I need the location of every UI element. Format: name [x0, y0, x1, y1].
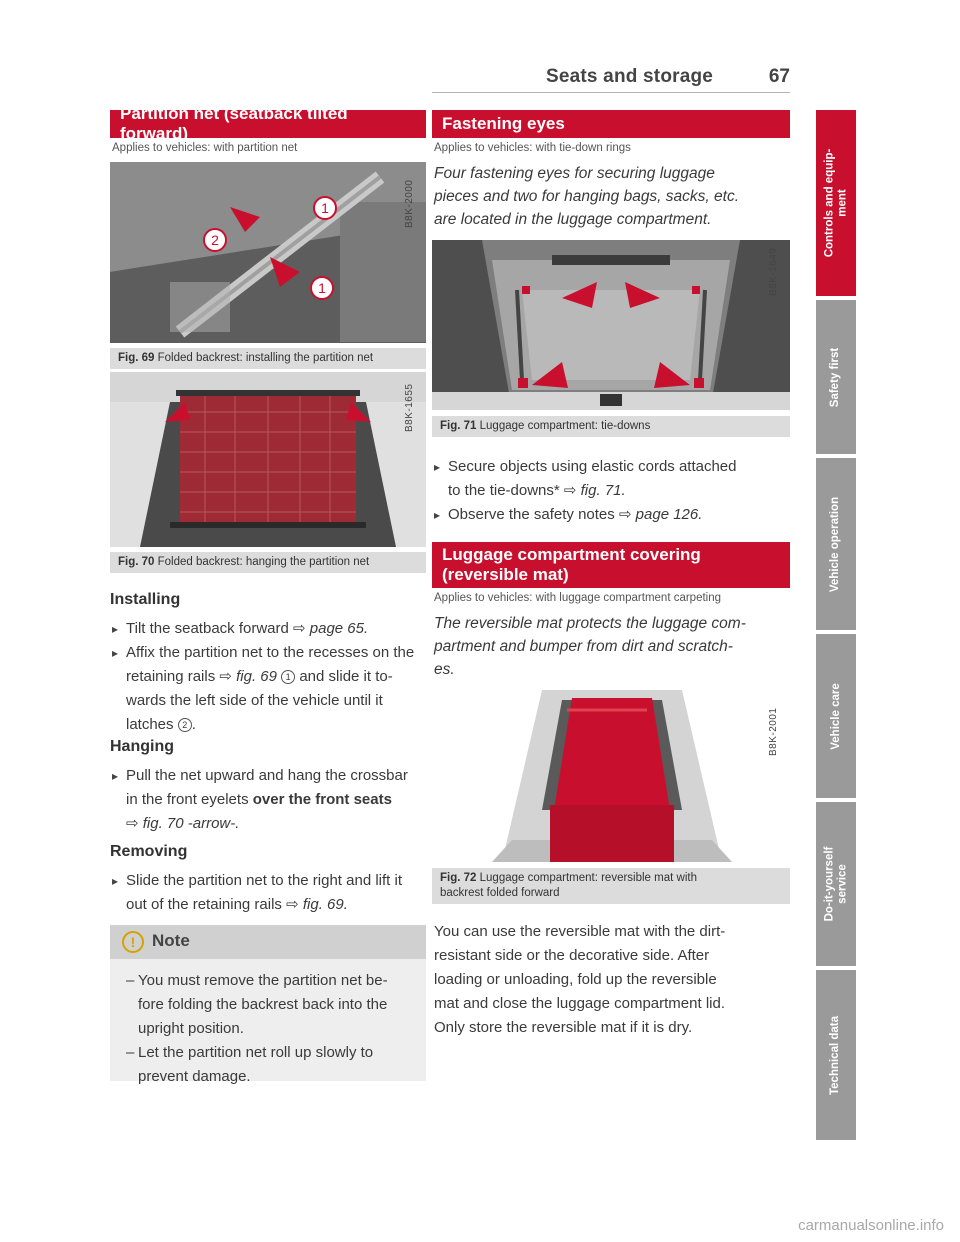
note-box — [110, 925, 426, 1085]
figure-71-image — [432, 240, 790, 410]
figure-71-code: B8K-1649 — [768, 247, 779, 296]
page-header — [546, 66, 790, 94]
bullet-slide-net: ▸ Slide the partition net to the right and lift it out of the retaining rails ⇨ fig. 69. — [112, 869, 428, 917]
svg-text:1: 1 — [321, 200, 329, 216]
tab-safety-first[interactable]: Safety first — [816, 300, 856, 454]
section-title-luggage-covering: Luggage compartment covering (reversible mat) — [432, 542, 790, 588]
link-fig-69-removing[interactable]: ⇨ fig. 69. — [286, 896, 348, 913]
note-title: Note — [152, 931, 190, 950]
svg-text:2: 2 — [211, 232, 219, 248]
link-fig-70[interactable]: ⇨ fig. 70 -arrow-. — [126, 815, 240, 832]
tab-vehicle-operation[interactable]: Vehicle operation — [816, 458, 856, 630]
paragraph-reversible-mat: You can use the reversible mat with the dirt- resistant side or the decorative side. After loading or unloading, fold up the reversible mat and close the luggage compartment lid. Only store the reversible mat if it is dry. — [434, 923, 726, 1036]
figure-70-code: B8K-1655 — [404, 383, 415, 432]
note-item-remove-net: – You must remove the partition net be- fore folding the backrest back into the upright position. — [126, 969, 416, 1041]
figure-72-image — [432, 690, 790, 862]
section-title-partition-net: Partition net (seatback tilted forward) — [110, 110, 426, 138]
tab-controls-and-equipment[interactable]: Controls and equip- ment — [816, 110, 856, 296]
intro-fastening-eyes: Four fastening eyes for securing luggage pieces and two for hanging bags, sacks, etc. are located in the luggage compartment. — [434, 165, 740, 228]
applies-luggage-covering: Applies to vehicles: with luggage compartment carpeting — [434, 592, 722, 604]
page-header-title: Seats and storage — [546, 66, 714, 87]
figure-72-code: B8K-2001 — [768, 707, 779, 756]
figure-70-image — [110, 372, 426, 547]
note-item-roll-up: – Let the partition net roll up slowly to prevent damage. — [126, 1041, 416, 1089]
heading-installing: Installing — [110, 591, 181, 608]
figure-72 — [432, 690, 790, 910]
applies-fastening-eyes: Applies to vehicles: with tie-down rings — [434, 142, 631, 154]
tab-technical-data[interactable]: Technical data — [816, 970, 856, 1140]
figure-70-caption: Fig. 70 Folded backrest: hanging the partition net — [110, 552, 426, 573]
bullet-pull-net: ▸ Pull the net upward and hang the crossbar in the front eyelets over the front seats ⇨ fig. 70 -arrow-. — [112, 764, 428, 836]
figure-71-caption: Fig. 71 Luggage compartment: tie-downs — [432, 416, 790, 437]
link-page-126[interactable]: ⇨ page 126. — [618, 506, 703, 523]
note-header — [110, 925, 426, 959]
callout-2: 2 — [178, 718, 192, 732]
figure-71 — [432, 240, 790, 440]
page-number: 67 — [768, 66, 790, 87]
bullet-safety-notes: ▸ Observe the safety notes ⇨ page 126. — [434, 503, 790, 527]
intro-reversible-mat: The reversible mat protects the luggage com- partment and bumper from dirt and scratch- es. — [434, 615, 746, 678]
figure-70 — [110, 372, 426, 574]
tab-do-it-yourself-service[interactable]: Do-it-yourself service — [816, 802, 856, 966]
heading-removing: Removing — [110, 843, 188, 860]
bullet-affix-net: ▸ Affix the partition net to the recesses on the retaining rails ⇨ fig. 69 1 and slide it to- wards the left side of the vehicle until it latches 2 . — [112, 641, 428, 737]
watermark: carmanualsonline.info — [798, 1217, 944, 1234]
bullet-secure-objects: ▸ Secure objects using elastic cords attached to the tie-downs* ⇨ fig. 71. — [434, 455, 790, 503]
header-divider — [432, 92, 790, 93]
callout-1: 1 — [281, 670, 295, 684]
heading-hanging: Hanging — [110, 738, 174, 755]
figure-69-caption: Fig. 69 Folded backrest: installing the partition net — [110, 348, 426, 369]
section-title-fastening-eyes: Fastening eyes — [432, 110, 790, 138]
warning-icon: ! — [122, 931, 144, 953]
link-fig-69[interactable]: ⇨ fig. 69 — [219, 668, 277, 685]
link-fig-71[interactable]: ⇨ fig. 71. — [563, 482, 626, 499]
bullet-tilt-seatback: ▸ Tilt the seatback forward ⇨ page 65. — [112, 617, 428, 641]
figure-69 — [110, 162, 426, 370]
link-page-65[interactable]: ⇨ page 65. — [293, 620, 369, 637]
figure-72-caption: Fig. 72 Luggage compartment: reversible mat with backrest folded forward — [432, 868, 790, 904]
tab-vehicle-care[interactable]: Vehicle care — [816, 634, 856, 798]
applies-partition-net: Applies to vehicles: with partition net — [112, 142, 298, 154]
figure-69-code: B8K-2000 — [404, 179, 415, 228]
figure-69-image — [110, 162, 426, 343]
svg-text:1: 1 — [318, 280, 326, 296]
